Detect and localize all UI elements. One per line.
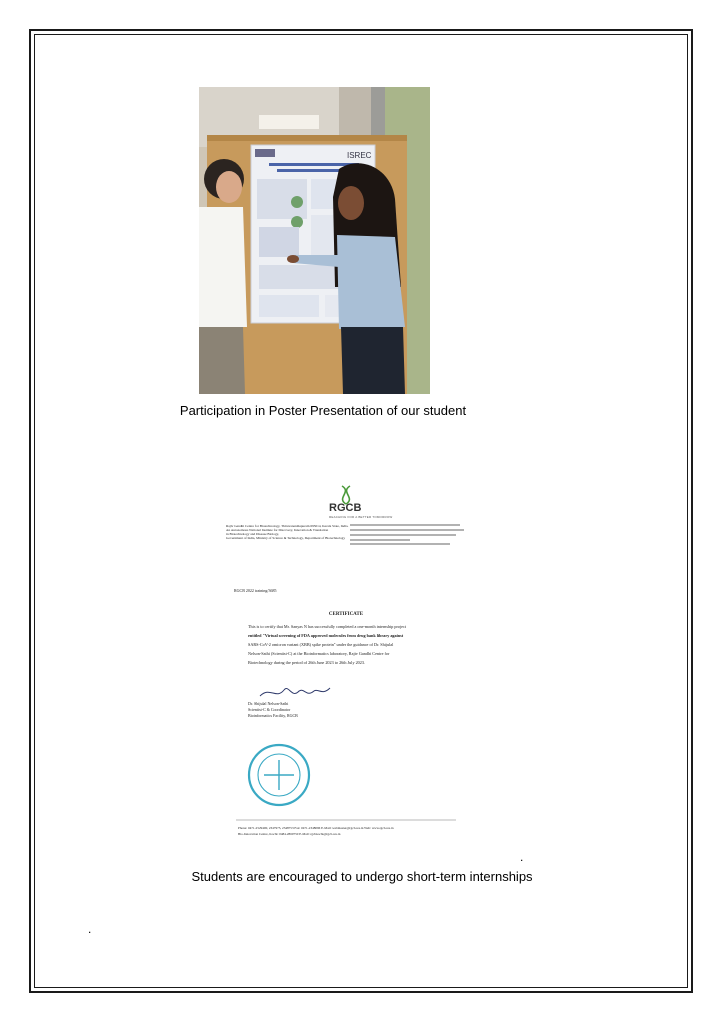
official-stamp (244, 740, 314, 810)
certificate-body-line: entitled "Virtual screening of FDA approved molecules from drug bank library against (248, 633, 404, 638)
internship-certificate (226, 484, 466, 854)
certificate-body-line: SARS-CoV-2 omicron variant (XBB) spike protein" under the guidance of Dr. Shijulal (248, 642, 394, 647)
certificate-reference: RGCB 2022 training/3685 (234, 588, 277, 593)
certificate-body-line: Biotechnology during the period of 26th June 2023 to 26th July 2023. (248, 660, 366, 665)
stray-dot-right: . (520, 850, 524, 864)
certificate-title: CERTIFICATE (328, 612, 364, 617)
poster-caption: Participation in Poster Presentation of our student (179, 403, 467, 418)
poster-presentation-photo (199, 87, 430, 394)
certificate-body-line: This is to certify that Mr. Sanyas N has successfully completed a one-month internship project (248, 624, 407, 629)
address-line: An Autonomous National Institute for Discovery, Innovation & Translation (226, 528, 329, 532)
internship-caption: Students are encouraged to undergo short-term internships (191, 869, 533, 884)
address-line: in Biotechnology and Disease Biology, (226, 532, 279, 536)
hindi-address-block (350, 522, 470, 546)
certificate-footer-line: Bio-Innovation Centre, Kochi: 0484-2860750 E-Mail: rgcbkochi@rgcb.res.in (238, 832, 341, 836)
poster-photo-illustration (199, 87, 430, 394)
certificate-footer-line: Phone: 0471-2529400, 2347975, 2348753 Fax: 0471-2348096 E-Mail: webmaster@rgcb.res.in Web: www.rgcb.res.in (238, 826, 394, 830)
rgcb-logo-text: RGCB (329, 502, 362, 514)
signature (256, 682, 336, 702)
signatory-unit: Bioinformatics Facility, RGCB (248, 713, 298, 718)
stray-dot-left: . (88, 922, 92, 936)
address-line: Government of India, Ministry of Science & Technology, Department of Biotechnology (226, 536, 346, 540)
signatory-name: Dr. Shijulal Nelson-Sathi (248, 701, 289, 706)
rgcb-logo-tagline: REACHING FOR A BETTER TOMORROW (329, 515, 393, 519)
address-line: Rajiv Gandhi Centre for Biotechnology, Thiruvananthapuram 695014, Kerala State, India. (226, 524, 349, 528)
certificate-body-line: Nelson-Sathi (Scientist-C) at the Bioinformatics laboratory, Rajiv Gandhi Centre for (248, 651, 390, 656)
signatory-role: Scientist-C & Coordinator (248, 707, 291, 712)
poster-org-label: ISREC (347, 151, 372, 160)
